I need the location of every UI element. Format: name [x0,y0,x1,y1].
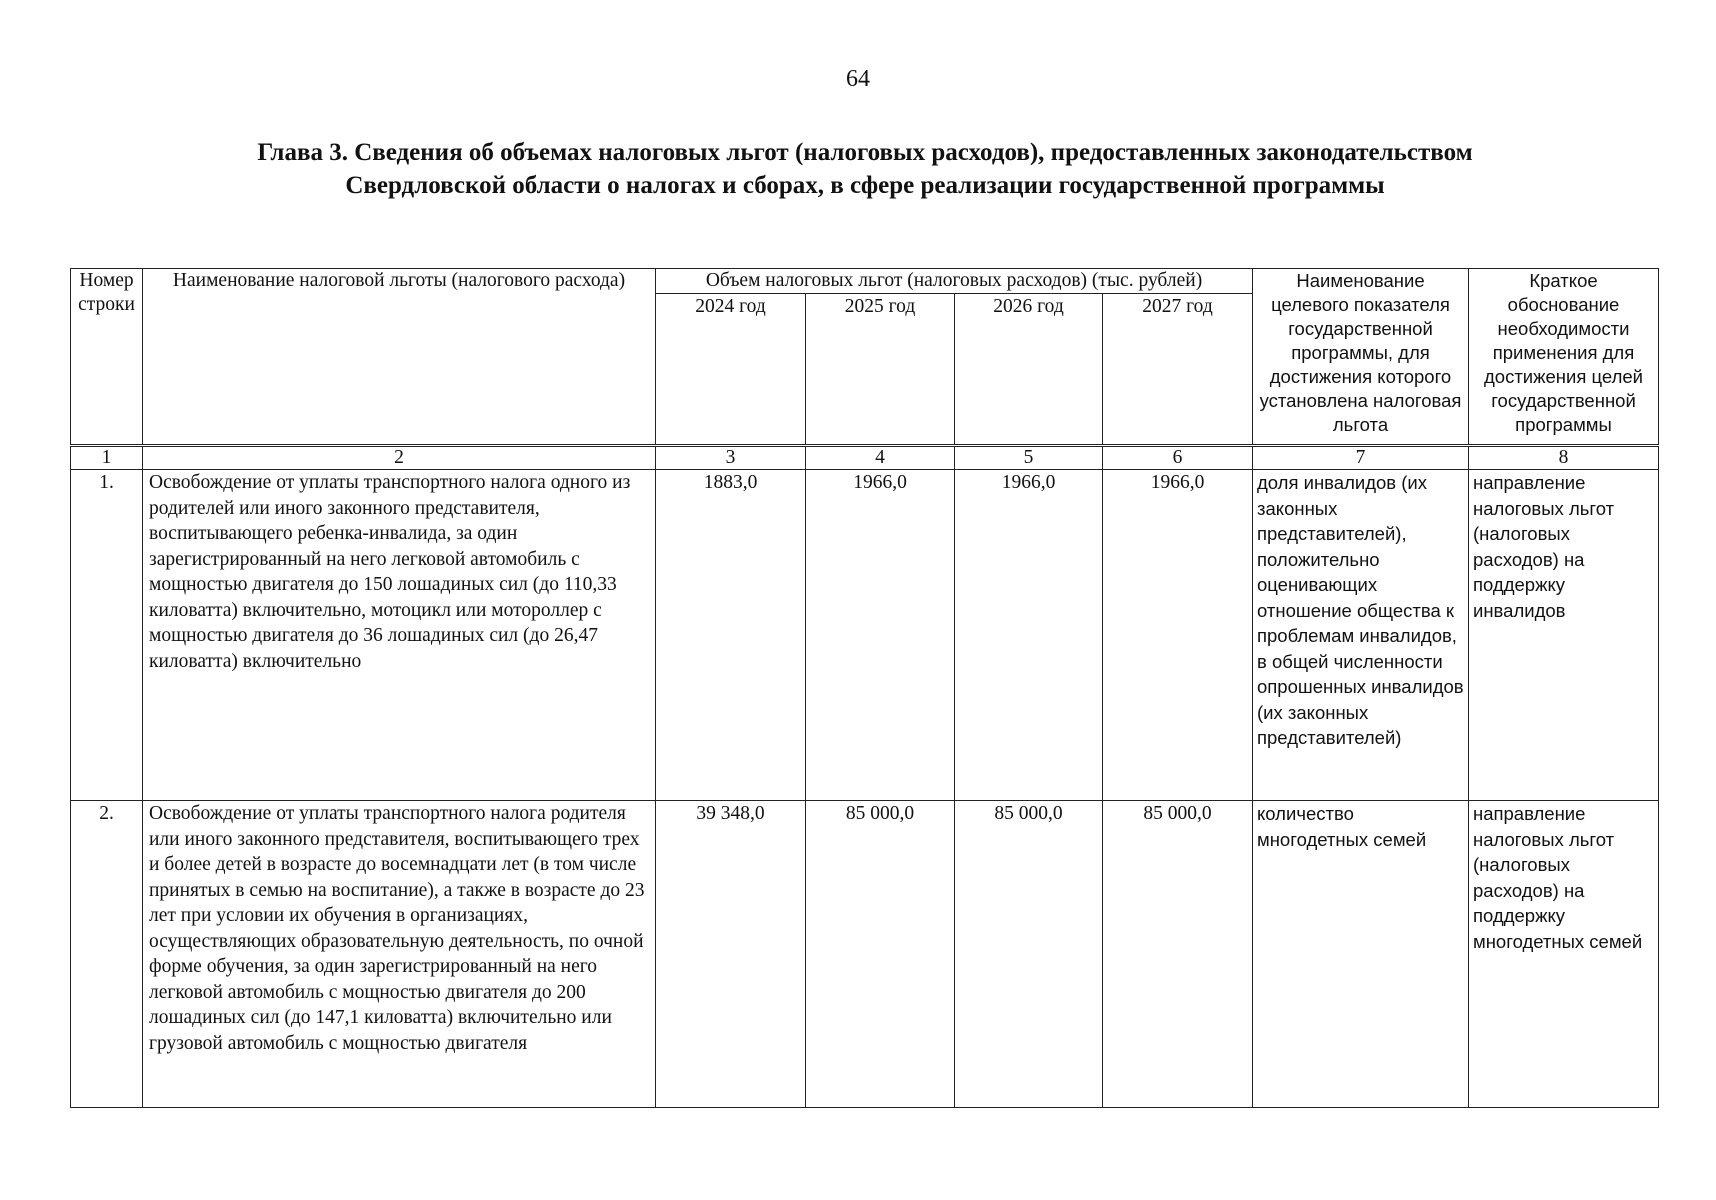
value-2027: 1966,0 [1103,470,1253,801]
justification: направление налоговых льгот (налоговых расходов) на поддержку многодетных семей [1469,801,1659,1108]
header-justification: Краткое обоснование необходимости применения для достижения целей государственной программы [1469,269,1659,446]
column-numbers-row [71,446,1659,470]
value-2024: 1883,0 [656,470,806,801]
page-number: 64 [846,66,870,92]
column-number: 6 [1103,446,1253,470]
header-year-2026: 2026 год [955,294,1103,446]
value-2026: 1966,0 [955,470,1103,801]
chapter-title-line-2: Свердловской области о налогах и сборах, в сфере реализации государственной программы [345,172,1385,199]
value-2024: 39 348,0 [656,801,806,1108]
column-number: 4 [806,446,955,470]
benefit-name: Освобождение от уплаты транспортного налога родителя или иного законного представителя, воспитывающего трех и более детей в возрасте до восемнадцати лет (в том числе принятых в семью на воспитание), а также в возрасте до 23 лет при условии их обучения в организациях, осуществляющих образовательную деятельность, по очной форме обучения, за один зарегистрированный на него легковой автомобиль с мощностью двигателя до 200 лошадиных сил (до 147,1 киловатта) включительно или грузовой автомобиль с мощностью двигателя [143,801,656,1108]
value-2027: 85 000,0 [1103,801,1253,1108]
column-number: 3 [656,446,806,470]
justification: направление налоговых льгот (налоговых расходов) на поддержку инвалидов [1469,470,1659,801]
value-2026: 85 000,0 [955,801,1103,1108]
target-indicator: доля инвалидов (их законных представителей), положительно оценивающих отношение общества к проблемам инвалидов, в общей численности опрошенных инвалидов (их законных представителей) [1253,470,1469,801]
chapter-title-line-1: Глава 3. Сведения об объемах налоговых льгот (налоговых расходов), предоставленных законодательством [257,139,1473,166]
header-volume-group: Объем налоговых льгот (налоговых расходов) (тыс. рублей) [656,269,1253,294]
value-2025: 1966,0 [806,470,955,801]
column-number: 7 [1253,446,1469,470]
column-number: 5 [955,446,1103,470]
table-row [71,470,1659,801]
header-year-2027: 2027 год [1103,294,1253,446]
row-number: 1. [71,470,143,801]
column-number: 1 [71,446,143,470]
column-number: 8 [1469,446,1659,470]
header-year-2025: 2025 год [806,294,955,446]
row-number: 2. [71,801,143,1108]
chapter-title [140,136,1590,202]
value-2025: 85 000,0 [806,801,955,1108]
tax-benefits-table [70,268,1659,1108]
column-number: 2 [143,446,656,470]
header-target-indicator: Наименование целевого показателя государственной программы, для достижения которого установлена налоговая льгота [1253,269,1469,446]
header-benefit-name: Наименование налоговой льготы (налогового расхода) [143,269,656,446]
header-year-2024: 2024 год [656,294,806,446]
table-row [71,801,1659,1108]
header-row-number: Номер строки [71,269,143,446]
benefit-name: Освобождение от уплаты транспортного налога одного из родителей или иного законного представителя, воспитывающего ребенка-инвалида, за один зарегистрированный на него легковой автомобиль с мощностью двигателя до 150 лошадиных сил (до 110,33 киловатта) включительно, мотоцикл или мотороллер с мощностью двигателя до 36 лошадиных сил (до 26,47 киловатта) включительно [143,470,656,801]
target-indicator: количество многодетных семей [1253,801,1469,1108]
